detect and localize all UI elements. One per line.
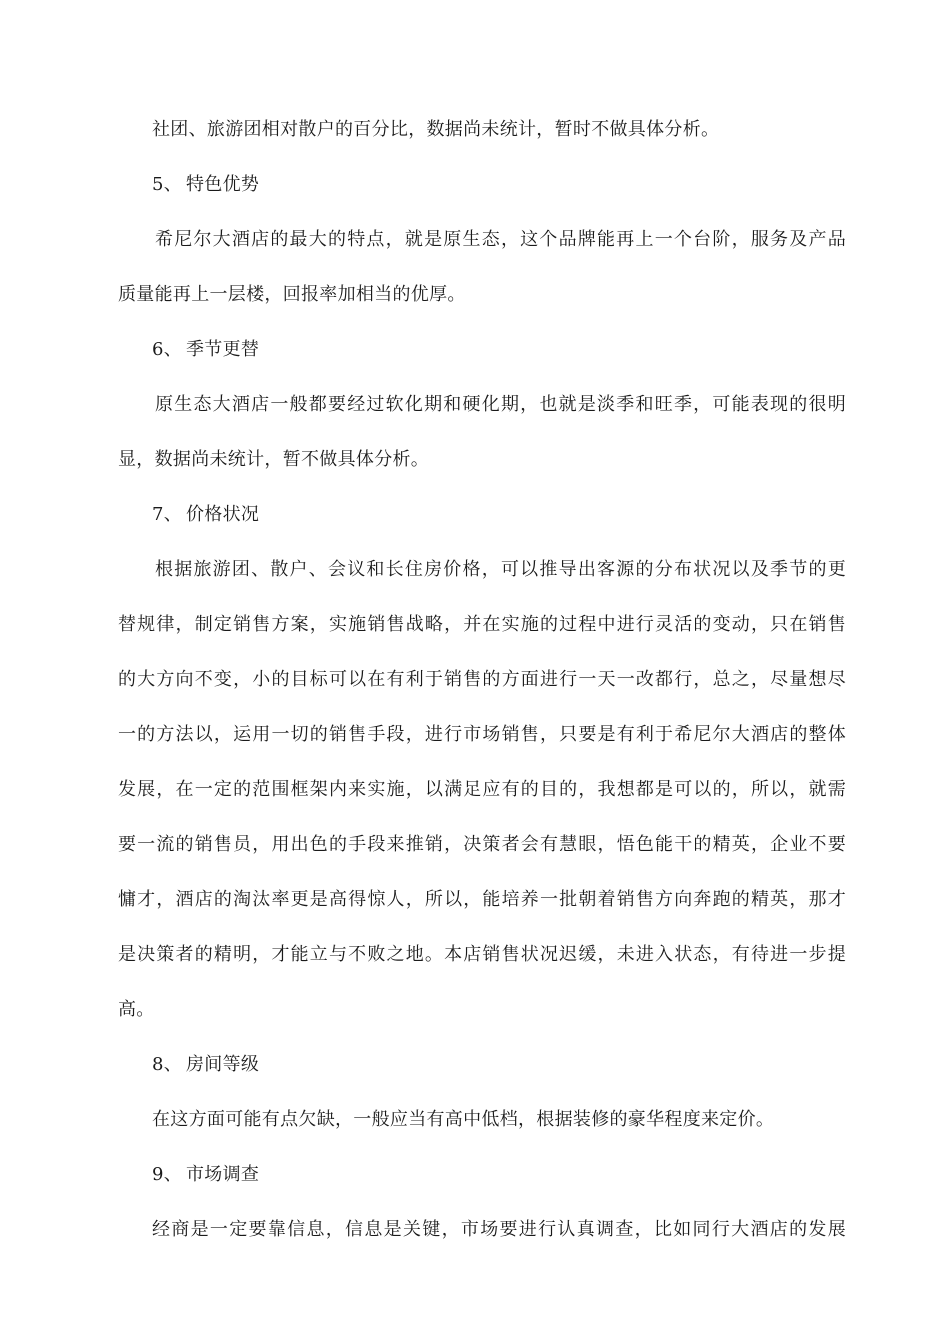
section-title: 房间等级	[186, 1054, 260, 1075]
section-title: 价格状况	[186, 504, 260, 525]
paragraph-line: 慵才，酒店的淘汰率更是高得惊人，所以，能培养一批朝着销售方向奔跑的精英，那才	[118, 889, 846, 910]
paragraph-line: 希尼尔大酒店的最大的特点，就是原生态，这个品牌能再上一个台阶，服务及产品	[155, 229, 846, 250]
section-heading-9	[152, 1161, 880, 1189]
paragraph-line: 原生态大酒店一般都要经过软化期和硬化期，也就是淡季和旺季，可能表现的很明	[155, 394, 846, 415]
paragraph-line: 一的方法以，运用一切的销售手段，进行市场销售，只要是有利于希尼尔大酒店的整体	[118, 724, 846, 745]
paragraph-line: 高。	[118, 999, 155, 1020]
section-number: 9、	[152, 1164, 183, 1185]
section-heading-7	[152, 501, 880, 529]
paragraph-line: 是决策者的精明，才能立与不败之地。本店销售状况迟缓，未进入状态，有待进一步提	[118, 944, 846, 965]
section-number: 8、	[152, 1054, 183, 1075]
paragraph-line: 在这方面可能有点欠缺，一般应当有高中低档，根据装修的豪华程度来定价。	[152, 1109, 775, 1130]
paragraph-line: 的大方向不变，小的目标可以在有利于销售的方面进行一天一改都行，总之，尽量想尽	[118, 669, 846, 690]
section-number: 5、	[152, 174, 183, 195]
section-number: 7、	[152, 504, 183, 525]
paragraph-line: 质量能再上一层楼，回报率加相当的优厚。	[118, 284, 466, 305]
paragraph-line: 根据旅游团、散户、会议和长住房价格，可以推导出客源的分布状况以及季节的更	[155, 559, 846, 580]
paragraph-line: 替规律，制定销售方案，实施销售战略，并在实施的过程中进行灵活的变动，只在销售	[118, 614, 846, 635]
paragraph-line: 要一流的销售员，用出色的手段来推销，决策者会有慧眼，悟色能干的精英，企业不要	[118, 834, 846, 855]
section-heading-5	[152, 171, 880, 199]
paragraph-line: 经商是一定要靠信息，信息是关键，市场要进行认真调查，比如同行大酒店的发展	[152, 1219, 846, 1240]
paragraph-line: 发展，在一定的范围框架内来实施，以满足应有的目的，我想都是可以的，所以，就需	[118, 779, 846, 800]
section-heading-6	[152, 336, 880, 364]
section-number: 6、	[152, 339, 183, 360]
section-title: 市场调查	[186, 1164, 260, 1185]
section-heading-8	[152, 1051, 880, 1079]
section-title: 特色优势	[186, 174, 260, 195]
paragraph-line: 显，数据尚未统计，暂不做具体分析。	[118, 449, 430, 470]
section-title: 季节更替	[186, 339, 260, 360]
paragraph-line: 社团、旅游团相对散户的百分比，数据尚未统计，暂时不做具体分析。	[152, 119, 720, 140]
